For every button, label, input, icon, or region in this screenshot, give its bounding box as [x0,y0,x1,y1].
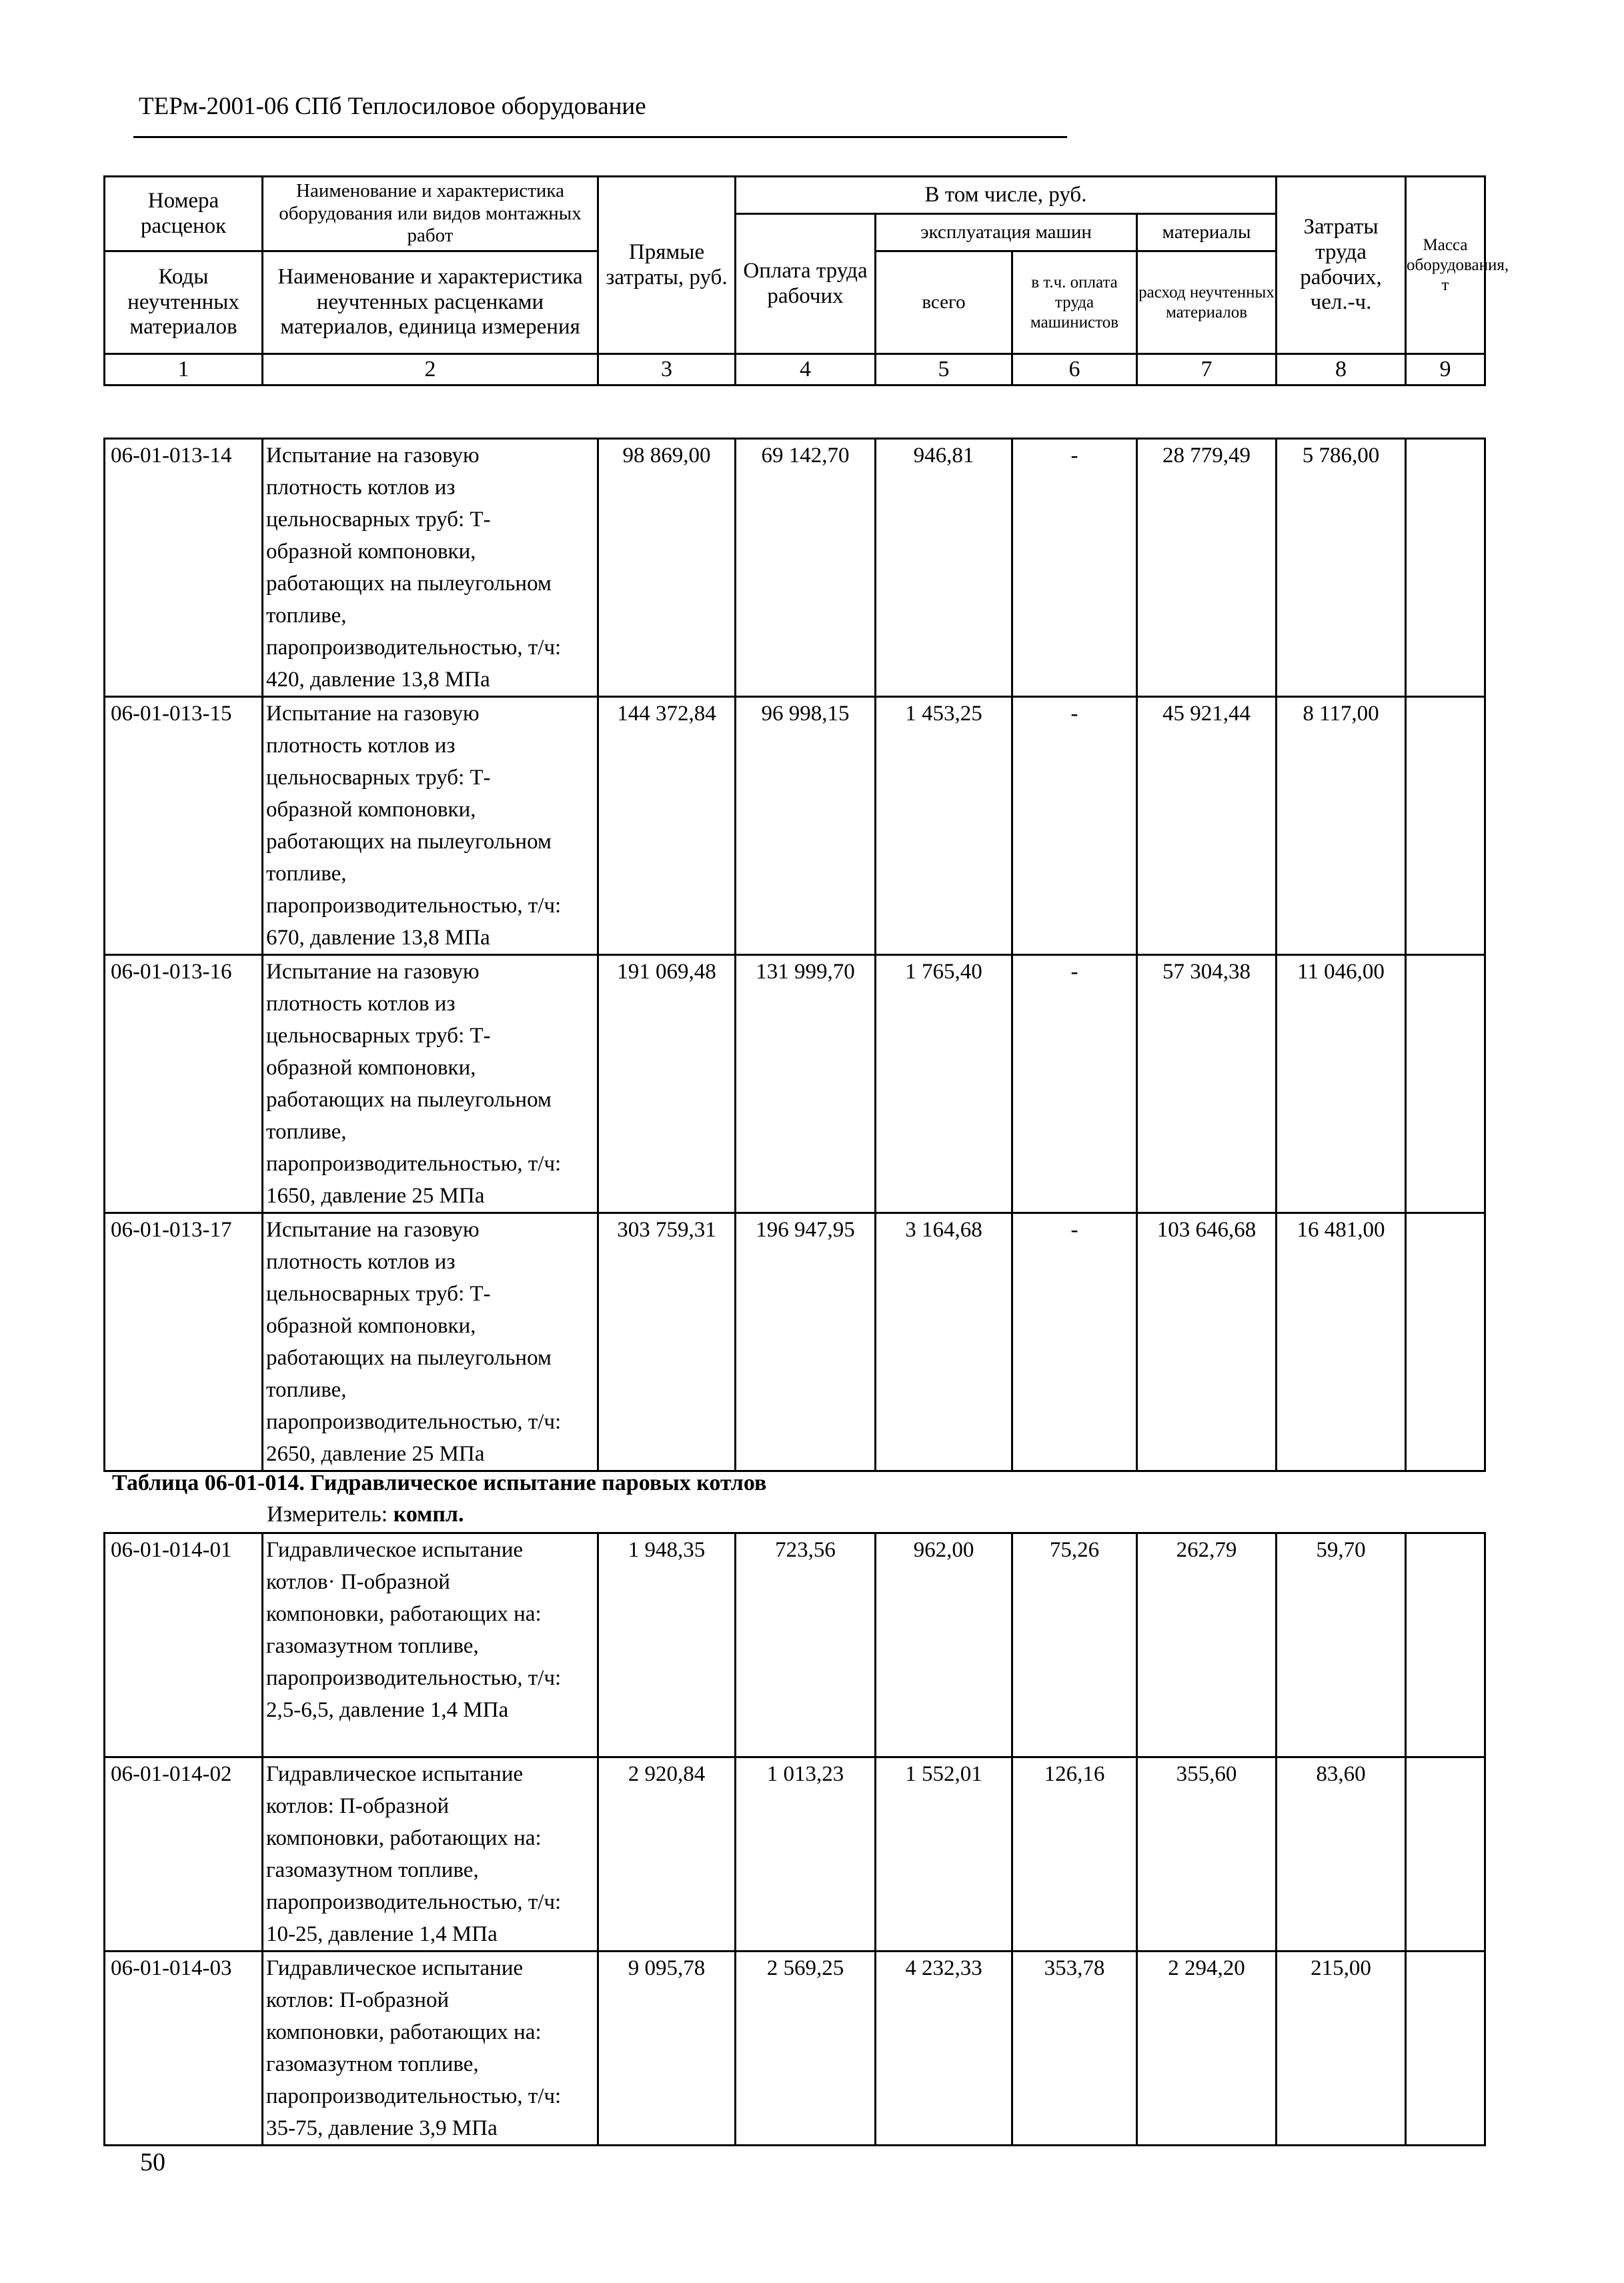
description-line: работающих на пылеугольном [266,1088,552,1112]
labor-hours-cell: 11 046,00 [1277,955,1406,1213]
description-line: 670, давление 13,8 МПа [266,926,490,950]
description-line: Гидравлическое испытание [266,1956,524,1980]
rate-description [263,697,598,955]
description-line: Испытание на газовую [266,702,480,726]
materials-cell: 355,60 [1137,1757,1277,1952]
mass-cell [1406,1533,1485,1757]
description-line: паропроизводительностью, т/ч: [266,2084,562,2108]
description-line: Испытание на газовую [266,444,480,468]
description-line: паропроизводительностью, т/ч: [266,1890,562,1914]
rate-code: 06-01-014-01 [105,1533,263,1757]
rates-table-014 [103,1532,1486,2146]
document-title: ТЕРм-2001-06 СПб Теплосиловое оборудование [139,93,646,120]
mass-cell [1406,439,1485,697]
column-number: 4 [736,354,876,386]
header-labor-pay: Оплата труда рабочих [736,214,876,354]
header-mass: Масса оборудования, т [1406,177,1485,354]
description-line: паропроизводительностью, т/ч: [266,894,562,918]
rate-code: 06-01-013-14 [105,439,263,697]
column-header-table [103,175,1509,386]
header-unaccounted-codes: Коды неучтенных материалов [105,251,263,354]
meter-label: Измеритель: [267,1502,388,1527]
labor-hours-cell: 59,70 [1277,1533,1406,1757]
header-labor-hours: Затраты труда рабочих, чел.-ч. [1277,177,1406,354]
table-row [105,1757,1485,1952]
machines-total-cell: 3 164,68 [876,1213,1012,1471]
description-line: цельносварных труб: Т- [266,766,491,790]
description-line: плотность котлов из [266,992,456,1016]
column-number: 1 [105,354,263,386]
labor-hours-cell: 215,00 [1277,1952,1406,2146]
labor-pay-cell: 69 142,70 [736,439,876,697]
description-line: цельносварных труб: Т- [266,508,491,532]
column-number: 7 [1137,354,1277,386]
description-line: компоновки, работающих на: [266,1826,542,1850]
operators-pay-cell: 126,16 [1012,1757,1137,1952]
labor-hours-cell: 8 117,00 [1277,697,1406,955]
column-number: 6 [1012,354,1137,386]
description-line: 2650, давление 25 МПа [266,1442,485,1466]
header-unaccounted-name: Наименование и характеристика неучтенных расценками материалов, единица измерения [263,251,598,354]
direct-costs-cell: 9 095,78 [598,1952,736,2146]
materials-cell: 45 921,44 [1137,697,1277,955]
operators-pay-cell: 353,78 [1012,1952,1137,2146]
column-number: 5 [876,354,1012,386]
operators-pay-cell: - [1012,955,1137,1213]
labor-pay-cell: 196 947,95 [736,1213,876,1471]
description-line: 2,5-6,5, давление 1,4 МПа [266,1698,509,1722]
labor-hours-cell: 16 481,00 [1277,1213,1406,1471]
labor-pay-cell: 723,56 [736,1533,876,1757]
rate-description [263,955,598,1213]
description-line: топливе, [266,604,347,628]
description-line: цельносварных труб: Т- [266,1024,491,1048]
description-line: работающих на пылеугольном [266,830,552,854]
rates-table-013 [103,438,1486,1472]
table-row [105,955,1485,1213]
description-line: 1650, давление 25 МПа [266,1184,485,1208]
labor-pay-cell: 96 998,15 [736,697,876,955]
description-line: паропроизводительностью, т/ч: [266,1666,562,1690]
description-line: образной компоновки, [266,798,476,822]
mass-cell [1406,1952,1485,2146]
column-number: 8 [1277,354,1406,386]
rate-code: 06-01-013-15 [105,697,263,955]
rate-code: 06-01-013-16 [105,955,263,1213]
description-line: образной компоновки, [266,540,476,564]
description-line: Испытание на газовую [266,1218,480,1242]
table-row [105,1533,1485,1757]
table-row [105,1952,1485,2146]
table-row [105,697,1485,955]
description-line: котлов: П-образной [266,1794,450,1818]
labor-hours-cell: 5 786,00 [1277,439,1406,697]
machines-total-cell: 946,81 [876,439,1012,697]
table-row [105,1213,1485,1471]
machines-total-cell: 1 552,01 [876,1757,1012,1952]
labor-pay-cell: 2 569,25 [736,1952,876,2146]
description-line: Гидравлическое испытание [266,1538,524,1562]
description-line: топливе, [266,1120,347,1144]
direct-costs-cell: 1 948,35 [598,1533,736,1757]
description-line: компоновки, работающих на: [266,1602,542,1626]
table-row [105,439,1485,697]
description-line: цельносварных труб: Т- [266,1282,491,1306]
labor-pay-cell: 1 013,23 [736,1757,876,1952]
description-line: топливе, [266,1378,347,1402]
column-number: 9 [1406,354,1485,386]
operators-pay-cell: - [1012,697,1137,955]
mass-cell [1406,697,1485,955]
rate-description [263,1757,598,1952]
machines-total-cell: 1 453,25 [876,697,1012,955]
operators-pay-cell: - [1012,1213,1137,1471]
rate-description [263,1213,598,1471]
materials-cell: 262,79 [1137,1533,1277,1757]
description-line: компоновки, работающих на: [266,2020,542,2044]
materials-cell: 2 294,20 [1137,1952,1277,2146]
operators-pay-cell: - [1012,439,1137,697]
machines-total-cell: 1 765,40 [876,955,1012,1213]
description-line: плотность котлов из [266,734,456,758]
table-014-title: Таблица 06-01-014. Гидравлическое испытание паровых котлов [112,1471,767,1495]
description-line: образной компоновки, [266,1056,476,1080]
title-underline [133,136,1067,138]
mass-cell [1406,955,1485,1213]
meter-value: компл. [393,1502,464,1527]
rate-code: 06-01-014-03 [105,1952,263,2146]
header-operators-pay: в т.ч. оплата труда машинистов [1012,251,1137,354]
rate-description [263,1533,598,1757]
description-line: газомазутном топливе, [266,2052,479,2076]
labor-hours-cell: 83,60 [1277,1757,1406,1952]
rate-description [263,1952,598,2146]
column-number: 3 [598,354,736,386]
direct-costs-cell: 303 759,31 [598,1213,736,1471]
mass-cell [1406,1757,1485,1952]
table-014-meter [267,1502,464,1527]
machines-total-cell: 962,00 [876,1533,1012,1757]
rate-description [263,439,598,697]
description-line: Испытание на газовую [266,960,480,984]
description-line: котлов· П-образной [266,1570,450,1594]
direct-costs-cell: 2 920,84 [598,1757,736,1952]
direct-costs-cell: 144 372,84 [598,697,736,955]
rate-code: 06-01-014-02 [105,1757,263,1952]
materials-cell: 57 304,38 [1137,955,1277,1213]
description-line: паропроизводительностью, т/ч: [266,1152,562,1176]
direct-costs-cell: 98 869,00 [598,439,736,697]
description-line: Гидравлическое испытание [266,1762,524,1786]
header-machines-total: всего [876,251,1012,354]
description-line: 10-25, давление 1,4 МПа [266,1922,498,1946]
header-including: В том числе, руб. [736,177,1277,214]
description-line: котлов: П-образной [266,1988,450,2012]
rate-code: 06-01-013-17 [105,1213,263,1471]
description-line: 420, давление 13,8 МПа [266,668,490,692]
description-line: работающих на пылеугольном [266,572,552,596]
description-line: образной компоновки, [266,1314,476,1338]
labor-pay-cell: 131 999,70 [736,955,876,1213]
header-work-name: Наименование и характеристика оборудования или видов монтажных работ [263,177,598,251]
machines-total-cell: 4 232,33 [876,1952,1012,2146]
header-machines: эксплуатация машин [876,214,1137,251]
operators-pay-cell: 75,26 [1012,1533,1137,1757]
materials-cell: 28 779,49 [1137,439,1277,697]
header-codes: Номера расценок [105,177,263,251]
description-line: газомазутном топливе, [266,1634,479,1658]
column-number: 2 [263,354,598,386]
description-line: плотность котлов из [266,476,456,500]
description-line: 35-75, давление 3,9 МПа [266,2116,498,2140]
page-number: 50 [140,2148,165,2176]
header-materials-consumption: расход неучтенных материалов [1137,251,1277,354]
description-line: плотность котлов из [266,1250,456,1274]
header-materials: материалы [1137,214,1277,251]
description-line: топливе, [266,862,347,886]
description-line: паропроизводительностью, т/ч: [266,1410,562,1434]
direct-costs-cell: 191 069,48 [598,955,736,1213]
header-direct-costs: Прямые затраты, руб. [598,177,736,354]
description-line: паропроизводительностью, т/ч: [266,636,562,660]
description-line: работающих на пылеугольном [266,1346,552,1370]
mass-cell [1406,1213,1485,1471]
description-line: газомазутном топливе, [266,1858,479,1882]
materials-cell: 103 646,68 [1137,1213,1277,1471]
